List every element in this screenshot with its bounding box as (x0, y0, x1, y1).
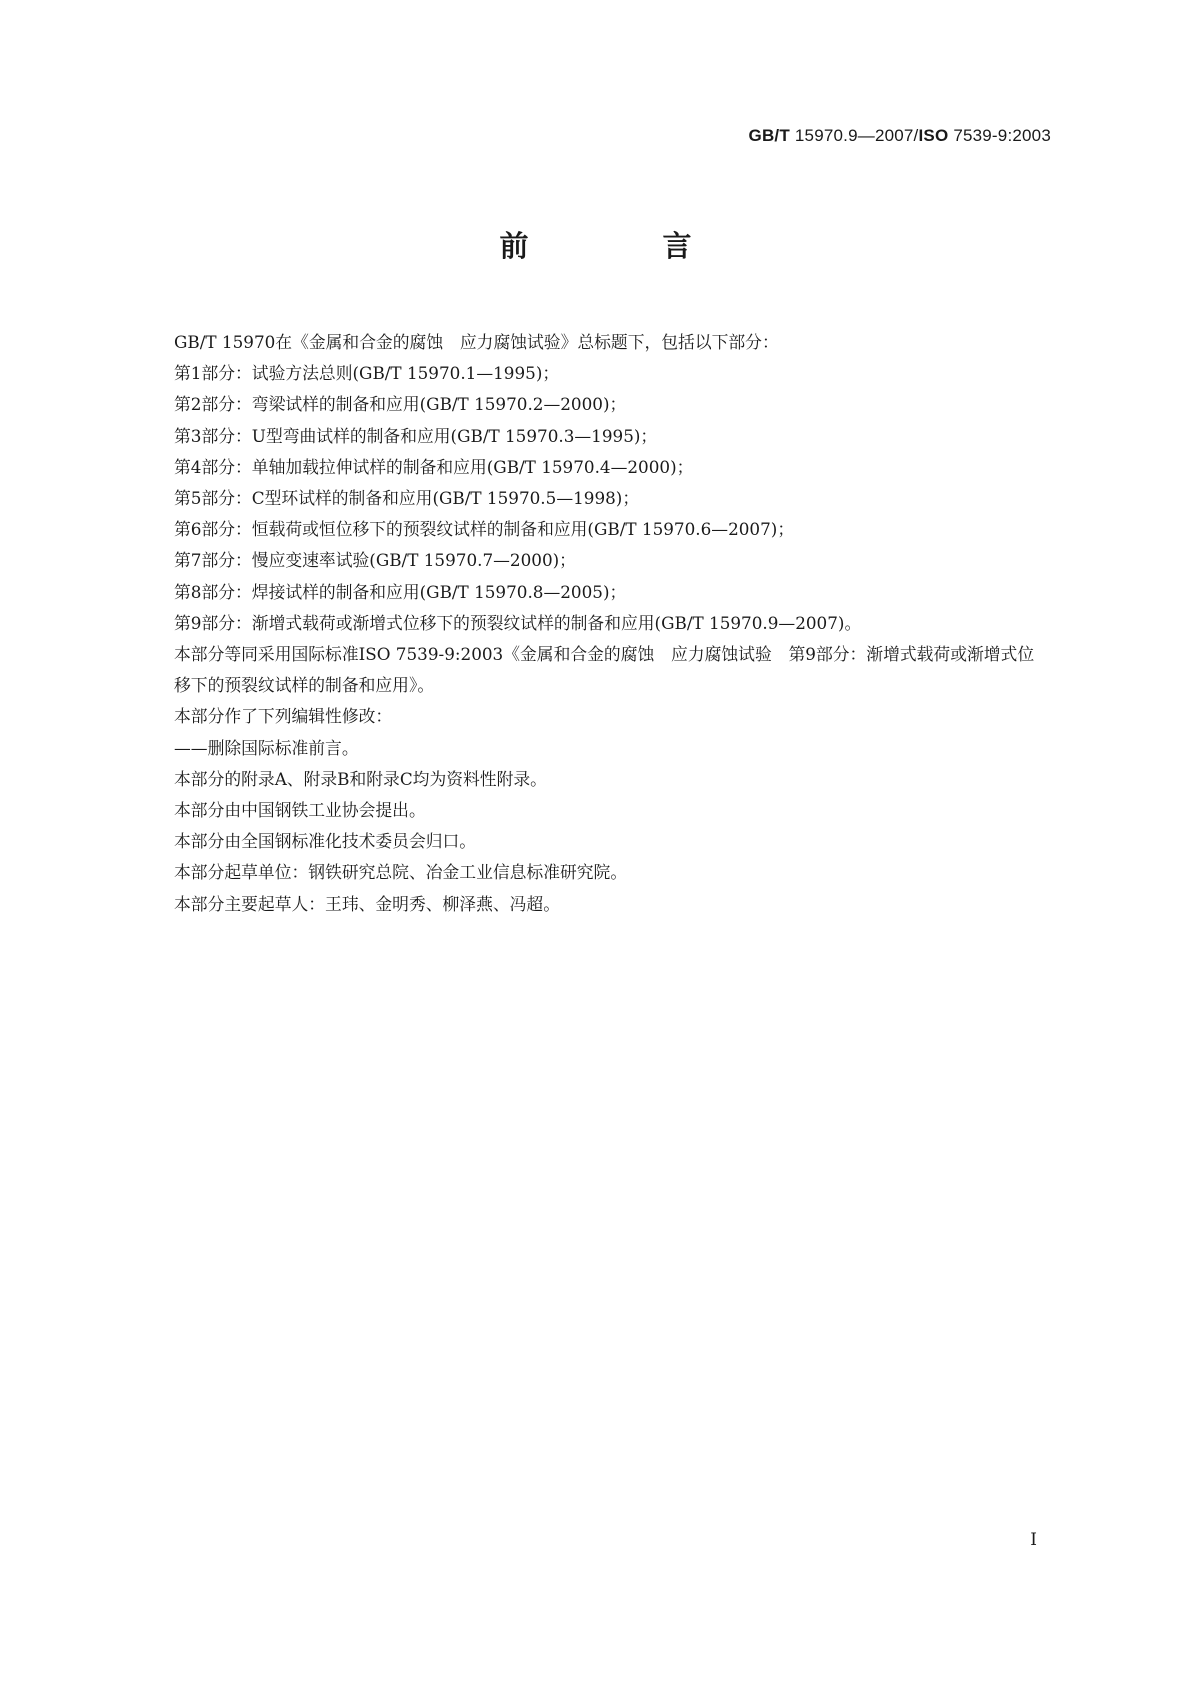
paragraph-drafters: 本部分主要起草人：王玮、金明秀、柳泽燕、冯超。 (174, 893, 560, 914)
iso-number: 7539-9:2003 (953, 126, 1051, 145)
list-item-part-1: 第1部分：试验方法总则(GB/T 15970.1—1995)； (174, 363, 560, 384)
paragraph-annexes: 本部分的附录A、附录B和附录C均为资料性附录。 (174, 768, 547, 789)
page-number: I (1030, 1530, 1037, 1550)
paragraph-drafting-units: 本部分起草单位：钢铁研究总院、冶金工业信息标准研究院。 (174, 862, 628, 883)
paragraph-intro: GB/T 15970在《金属和合金的腐蚀 应力腐蚀试验》总标题下，包括以下部分： (174, 332, 779, 352)
iso-prefix: ISO (918, 126, 949, 145)
standard-code-header (749, 126, 1051, 146)
page-title: 前 言 (499, 229, 754, 263)
list-item-part-3: 第3部分：U型弯曲试样的制备和应用(GB/T 15970.3—1995)； (174, 425, 658, 446)
list-item-part-7: 第7部分：慢应变速率试验(GB/T 15970.7—2000)； (174, 550, 576, 571)
list-item-part-5: 第5部分：C型环试样的制备和应用(GB/T 15970.5—1998)； (174, 488, 640, 509)
paragraph-adoption: 本部分等同采用国际标准ISO 7539-9:2003《金属和合金的腐蚀 应力腐蚀试验 第9部分：渐增式载荷或渐增式位移下的预裂纹试样的制备和应用》。 (174, 644, 1035, 696)
foreword-body (174, 327, 1048, 920)
list-item-part-6: 第6部分：恒载荷或恒位移下的预裂纹试样的制备和应用(GB/T 15970.6—2007)； (174, 519, 795, 540)
paragraph-modifications: 本部分作了下列编辑性修改： (174, 706, 393, 727)
std-number: 15970.9—2007/ (794, 126, 919, 145)
list-item-part-4: 第4部分：单轴加载拉伸试样的制备和应用(GB/T 15970.4—2000)； (174, 456, 694, 477)
paragraph-proposer: 本部分由中国钢铁工业协会提出。 (174, 800, 426, 821)
list-item-part-2: 第2部分：弯梁试样的制备和应用(GB/T 15970.2—2000)； (174, 394, 627, 415)
paragraph-committee: 本部分由全国钢标准化技术委员会归口。 (174, 831, 477, 852)
list-item-part-9: 第9部分：渐增式载荷或渐增式位移下的预裂纹试样的制备和应用(GB/T 15970.9—2007)。 (174, 612, 862, 633)
list-item-modification: ——删除国际标准前言。 (174, 737, 359, 758)
list-item-part-8: 第8部分：焊接试样的制备和应用(GB/T 15970.8—2005)； (174, 581, 627, 602)
std-prefix: GB/T (748, 126, 790, 145)
